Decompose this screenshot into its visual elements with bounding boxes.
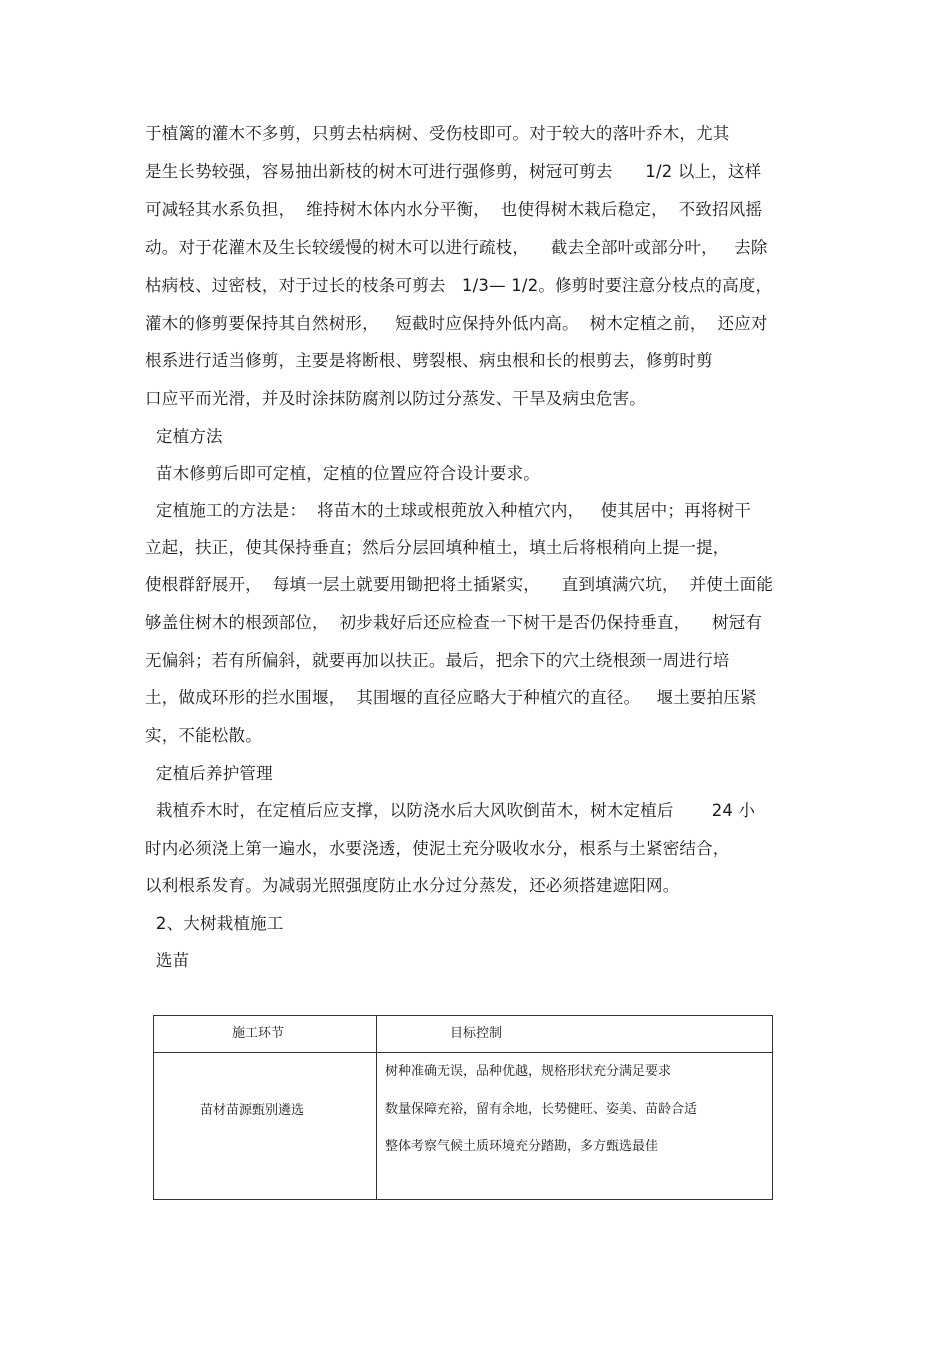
table-column-divider xyxy=(376,1016,377,1199)
paragraph-line: 苗木修剪后即可定植，定植的位置应符合设计要求。 xyxy=(145,464,540,483)
paragraph-line: 土，做成环形的拦水围堰， 其围堰的直径应略大于种植穴的直径。 堰土要拍压紧 xyxy=(145,688,757,707)
paragraph-line: 够盖住树木的根颈部位， 初步栽好后还应检查一下树干是否仍保持垂直， 树冠有 xyxy=(145,613,763,632)
table-cell-target: 树种准确无误，品种优越，规格形状充分满足要求 xyxy=(385,1064,672,1079)
paragraph-line: 时内必须浇上第一遍水，水要浇透，使泥土充分吸收水分，根系与土紧密结合， xyxy=(145,839,730,858)
paragraph-line: 实，不能松散。 xyxy=(145,726,262,745)
paragraph-line: 口应平而光滑，并及时涂抹防腐剂以防过分蒸发、干旱及病虫危害。 xyxy=(145,389,646,408)
paragraph-line: 动。对于花灌木及生长较缓慢的树木可以进行疏枝， 截去全部叶或部分叶， 去除 xyxy=(145,238,768,257)
table-header-target: 目标控制 xyxy=(450,1026,503,1041)
paragraph-line: 可减轻其水系负担， 维持树木体内水分平衡， 也使得树木栽后稳定， 不致招风摇 xyxy=(145,200,763,219)
paragraph-line: 使根群舒展开， 每填一层土就要用锄把将土插紧实， 直到填满穴坑， 并使土面能 xyxy=(145,575,774,594)
section-heading: 定植后养护管理 xyxy=(145,764,273,783)
paragraph-line: 根系进行适当修剪，主要是将断根、劈裂根、病虫根和长的根剪去，修剪时剪 xyxy=(145,351,713,370)
paragraph-line: 于植篱的灌木不多剪，只剪去枯病树、受伤枝即可。对于较大的落叶乔木，尤其 xyxy=(145,124,730,143)
paragraph-line: 无偏斜；若有所偏斜，就要再加以扶正。最后，把余下的穴土绕根颈一周进行培 xyxy=(145,651,730,670)
section-heading: 选苗 xyxy=(145,951,190,970)
section-heading: 定植方法 xyxy=(145,427,223,446)
paragraph-line: 枯病枝、过密枝，对于过长的枝条可剪去 1/3— 1/2。修剪时要注意分枝点的高度， xyxy=(145,276,773,295)
table-cell-target: 数量保障充裕，留有余地，长势健旺、姿美、苗龄合适 xyxy=(385,1102,698,1117)
table-header-stage: 施工环节 xyxy=(232,1026,285,1041)
target-control-table xyxy=(153,1015,773,1200)
paragraph-line: 定植施工的方法是： 将苗木的土球或根蔸放入种植穴内， 使其居中；再将树干 xyxy=(145,501,751,520)
section-heading: 2、大树栽植施工 xyxy=(145,914,284,933)
paragraph-line: 是生长势较强，容易抽出新枝的树木可进行强修剪，树冠可剪去 1/2 以上，这样 xyxy=(145,162,762,181)
table-header-divider xyxy=(154,1052,772,1053)
paragraph-line: 以利根系发育。为减弱光照强度防止水分过分蒸发，还必须搭建遮阳网。 xyxy=(145,876,680,895)
table-cell-target: 整体考察气候土质环境充分踏勘，多方甄选最佳 xyxy=(385,1139,659,1154)
paragraph-line: 灌木的修剪要保持其自然树形， 短截时应保持外低内高。 树木定植之前， 还应对 xyxy=(145,314,768,333)
table-cell-stage: 苗材苗源甄别遴选 xyxy=(200,1103,305,1118)
paragraph-line: 立起，扶正，使其保持垂直；然后分层回填种植土，填土后将根稍向上提一提， xyxy=(145,538,730,557)
paragraph-line: 栽植乔木时，在定植后应支撑，以防浇水后大风吹倒苗木，树木定植后 24 小 xyxy=(145,801,756,820)
